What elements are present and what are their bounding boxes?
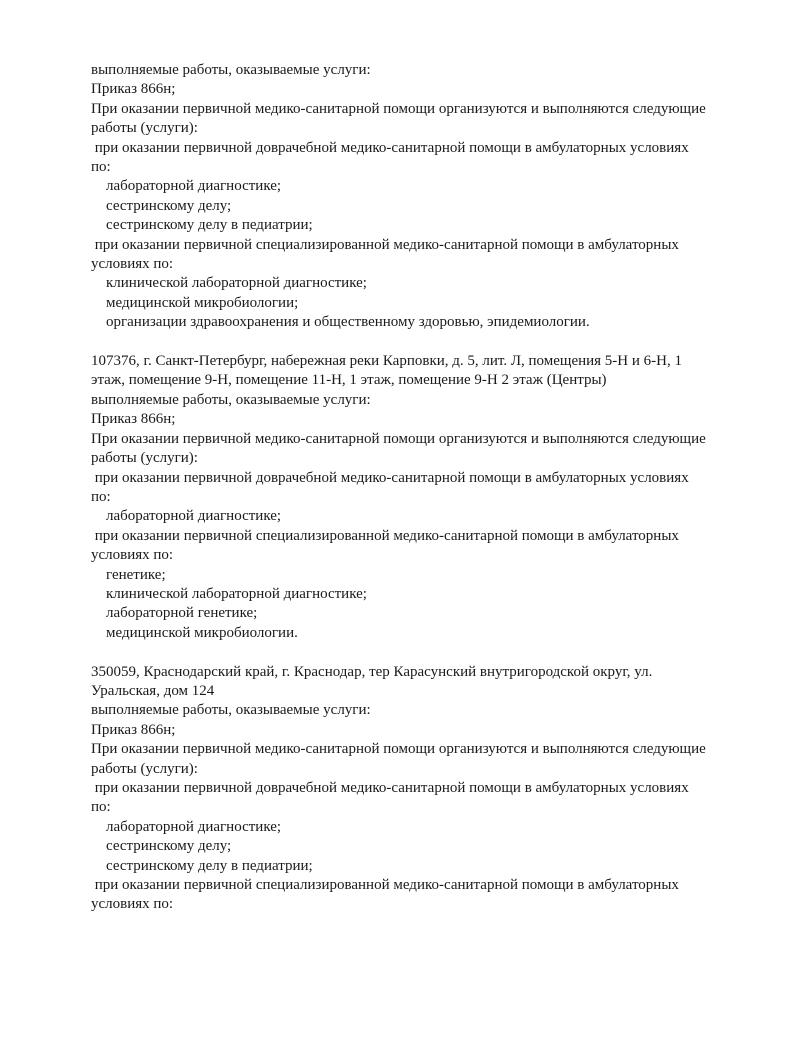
text-line: работы (услуги): bbox=[91, 760, 198, 777]
text-line: организации здравоохранения и общественному здоровью, эпидемиологии. bbox=[91, 314, 590, 331]
text-line: сестринскому делу в педиатрии; bbox=[91, 857, 313, 874]
text-line: лабораторной диагностике; bbox=[91, 508, 282, 525]
text-line: при оказании первичной доврачебной медико-санитарной помощи в амбулаторных условиях bbox=[91, 139, 689, 156]
text-line: Приказ 866н; bbox=[91, 81, 176, 98]
text-line: условиях по: bbox=[91, 896, 174, 913]
document-text bbox=[91, 61, 751, 915]
text-line: лабораторной генетике; bbox=[91, 605, 258, 622]
text-line: медицинской микробиологии; bbox=[91, 294, 299, 311]
text-line: выполняемые работы, оказываемые услуги: bbox=[91, 62, 371, 78]
text-line: условиях по: bbox=[91, 547, 174, 564]
text-line: Приказ 866н; bbox=[91, 411, 176, 428]
text-line: клинической лабораторной диагностике; bbox=[91, 585, 367, 602]
text-line: клинической лабораторной диагностике; bbox=[91, 275, 367, 292]
text-line: 107376, г. Санкт-Петербург, набережная реки Карповки, д. 5, лит. Л, помещения 5-Н и 6-Н, 1 bbox=[91, 353, 682, 370]
text-line: При оказании первичной медико-санитарной помощи организуются и выполняются следующие bbox=[91, 430, 706, 447]
text-line: При оказании первичной медико-санитарной помощи организуются и выполняются следующие bbox=[91, 100, 706, 117]
text-line: сестринскому делу; bbox=[91, 197, 232, 214]
text-line: работы (услуги): bbox=[91, 450, 198, 467]
text-line: условиях по: bbox=[91, 256, 174, 273]
text-line: выполняемые работы, оказываемые услуги: bbox=[91, 391, 371, 408]
text-line: по: bbox=[91, 488, 111, 505]
section-address-spb bbox=[91, 352, 751, 643]
text-line: при оказании первичной доврачебной медико-санитарной помощи в амбулаторных условиях bbox=[91, 469, 689, 486]
text-line: 350059, Краснодарский край, г. Краснодар, тер Карасунский внутригородской округ, ул. bbox=[91, 663, 653, 680]
text-line: при оказании первичной доврачебной медико-санитарной помощи в амбулаторных условиях bbox=[91, 780, 689, 796]
text-line: медицинской микробиологии. bbox=[91, 624, 298, 641]
text-line: лабораторной диагностике; bbox=[91, 178, 282, 195]
text-line: лабораторной диагностике; bbox=[91, 818, 282, 835]
text-line: по: bbox=[91, 799, 111, 816]
text-line: Уральская, дом 124 bbox=[91, 682, 215, 699]
text-line: сестринскому делу; bbox=[91, 838, 232, 855]
text-line: сестринскому делу в педиатрии; bbox=[91, 217, 313, 234]
text-line: при оказании первичной специализированной медико-санитарной помощи в амбулаторных bbox=[91, 527, 679, 544]
text-line: генетике; bbox=[91, 566, 166, 583]
text-line: при оказании первичной специализированной медико-санитарной помощи в амбулаторных bbox=[91, 877, 679, 894]
text-line: работы (услуги): bbox=[91, 120, 198, 137]
section-address-krasnodar bbox=[91, 663, 751, 915]
text-line: по: bbox=[91, 159, 111, 176]
section-services-continued bbox=[91, 61, 751, 333]
text-line: выполняемые работы, оказываемые услуги: bbox=[91, 702, 371, 719]
text-line: при оказании первичной специализированной медико-санитарной помощи в амбулаторных bbox=[91, 236, 679, 253]
text-line: этаж, помещение 9-Н, помещение 11-Н, 1 этаж, помещение 9-Н 2 этаж (Центры) bbox=[91, 372, 607, 389]
text-line: При оказании первичной медико-санитарной помощи организуются и выполняются следующие bbox=[91, 741, 706, 758]
text-line: Приказ 866н; bbox=[91, 721, 176, 738]
